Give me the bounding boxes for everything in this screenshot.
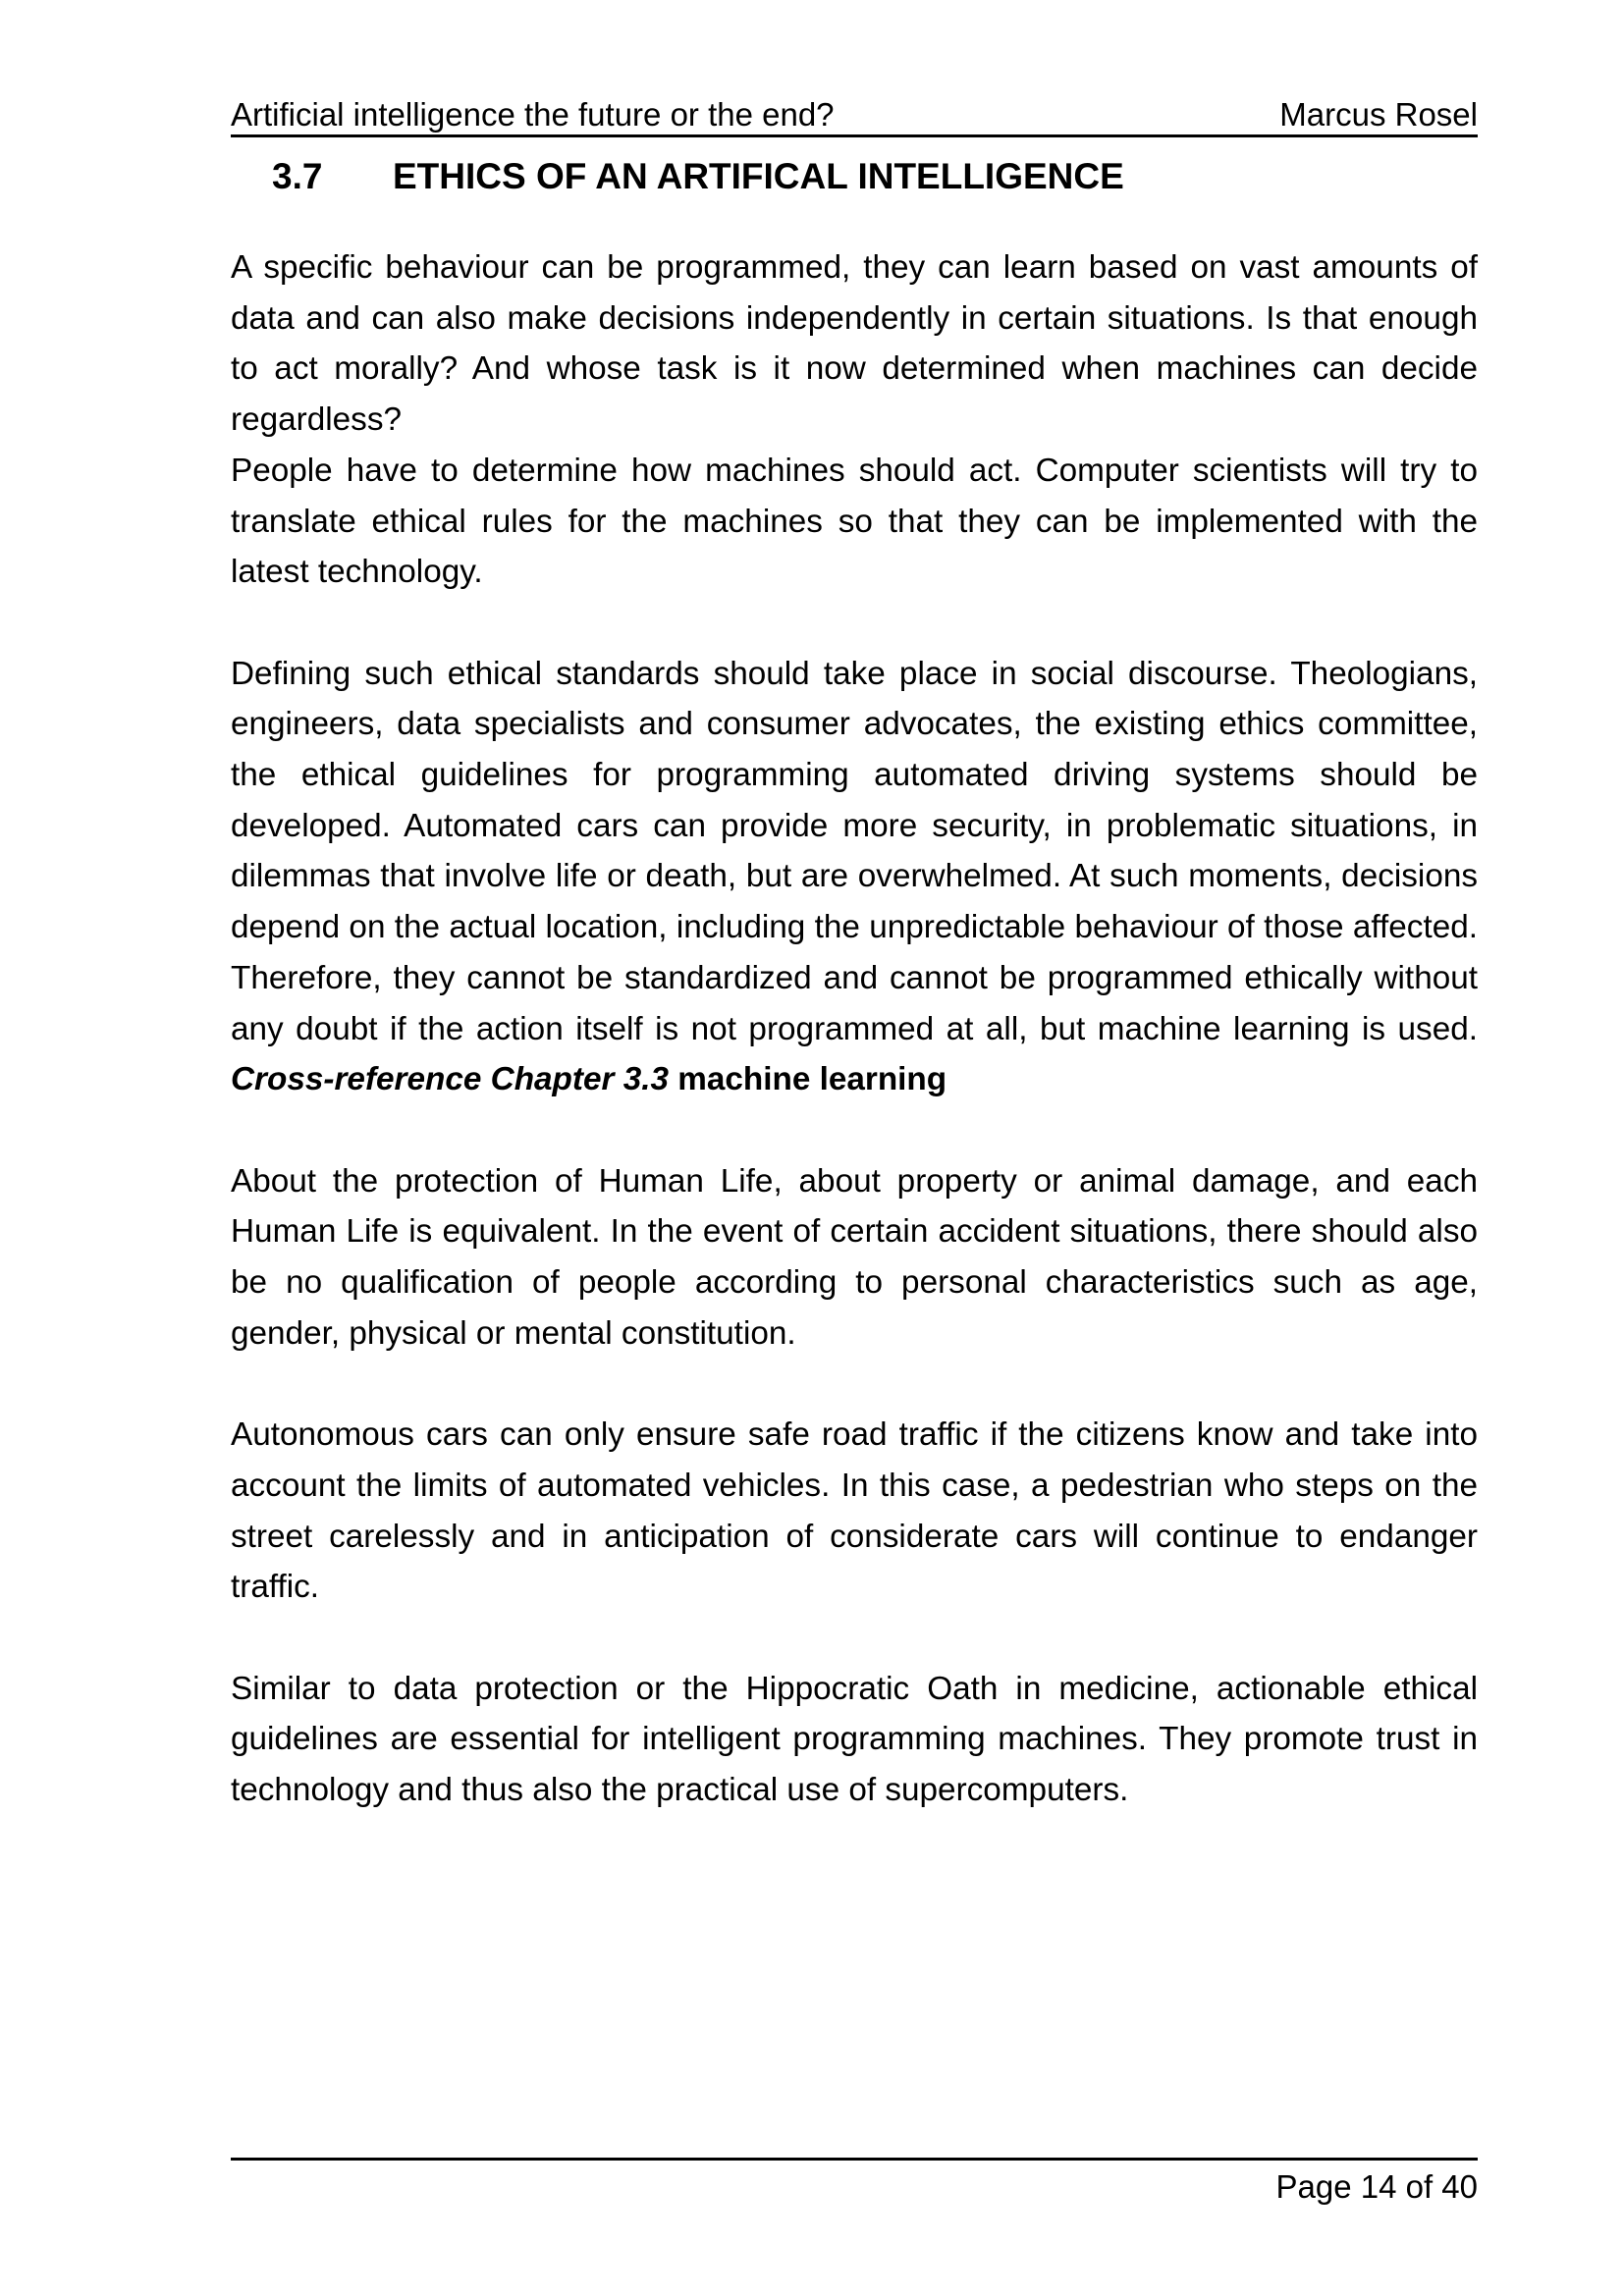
text-segment: Similar to data protection or the Hippocratic Oath in medicine, actionable ethical guidelines are essential for intelligent programming machines. They promote trust in technology and thus also the practical use of supercomputers. xyxy=(231,1670,1478,1809)
header-author: Marcus Rosel xyxy=(1279,96,1478,133)
paragraph xyxy=(231,1664,1478,1816)
paragraph xyxy=(231,1410,1478,1613)
text-segment: People have to determine how machines should act. Computer scientists will try to translate ethical rules for the machines so that they can be implemented with the latest technology. xyxy=(231,452,1478,591)
text-segment: Defining such ethical standards should take place in social discourse. Theologians, engineers, data specialists and consumer advocates, the existing ethics committee, the ethical guidelines for programming automated driving systems should be developed. Automated cars can provide more security, in problematic situations, in dilemmas that involve life or death, but are overwhelmed. At such moments, decisions depend on the actual location, including the unpredictable behaviour of those affected. Therefore, they cannot be standardized and cannot be programmed ethically without any doubt if the action itself is not programmed at all, but machine learning is used. xyxy=(231,655,1478,1047)
text-segment: A specific behaviour can be programmed, they can learn based on vast amounts of data and can also make decisions independently in certain situations. Is that enough to act morally? And whose task is it now determined when machines can decide regardless? xyxy=(231,249,1478,439)
text-segment: About the protection of Human Life, about property or animal damage, and each Human Life is equivalent. In the event of certain accident situations, there should also be no qualification of people according to personal characteristics such as age, gender, physical or mental constitution. xyxy=(231,1162,1478,1352)
paragraph xyxy=(231,649,1478,1105)
header-document-title: Artificial intelligence the future or the end? xyxy=(231,96,835,133)
paragraph xyxy=(231,242,1478,446)
paragraph xyxy=(231,446,1478,598)
page-footer xyxy=(231,2158,1478,2206)
section-title: ETHICS OF AN ARTIFICAL INTELLIGENCE xyxy=(393,156,1124,196)
page-number-label: Page 14 of 40 xyxy=(1275,2168,1478,2205)
page-header xyxy=(231,97,1478,137)
text-segment: Cross-reference Chapter 3.3 xyxy=(231,1061,669,1098)
text-segment: Autonomous cars can only ensure safe road traffic if the citizens know and take into account the limits of automated vehicles. In this case, a pedestrian who steps on the street carelessly and in anticipation of considerate cars will continue to endanger traffic. xyxy=(231,1416,1478,1606)
paragraph xyxy=(231,1156,1478,1360)
section-heading xyxy=(272,153,1124,200)
document-body xyxy=(231,242,1478,1816)
section-number: 3.7 xyxy=(272,156,323,196)
text-segment: machine learning xyxy=(669,1061,947,1098)
